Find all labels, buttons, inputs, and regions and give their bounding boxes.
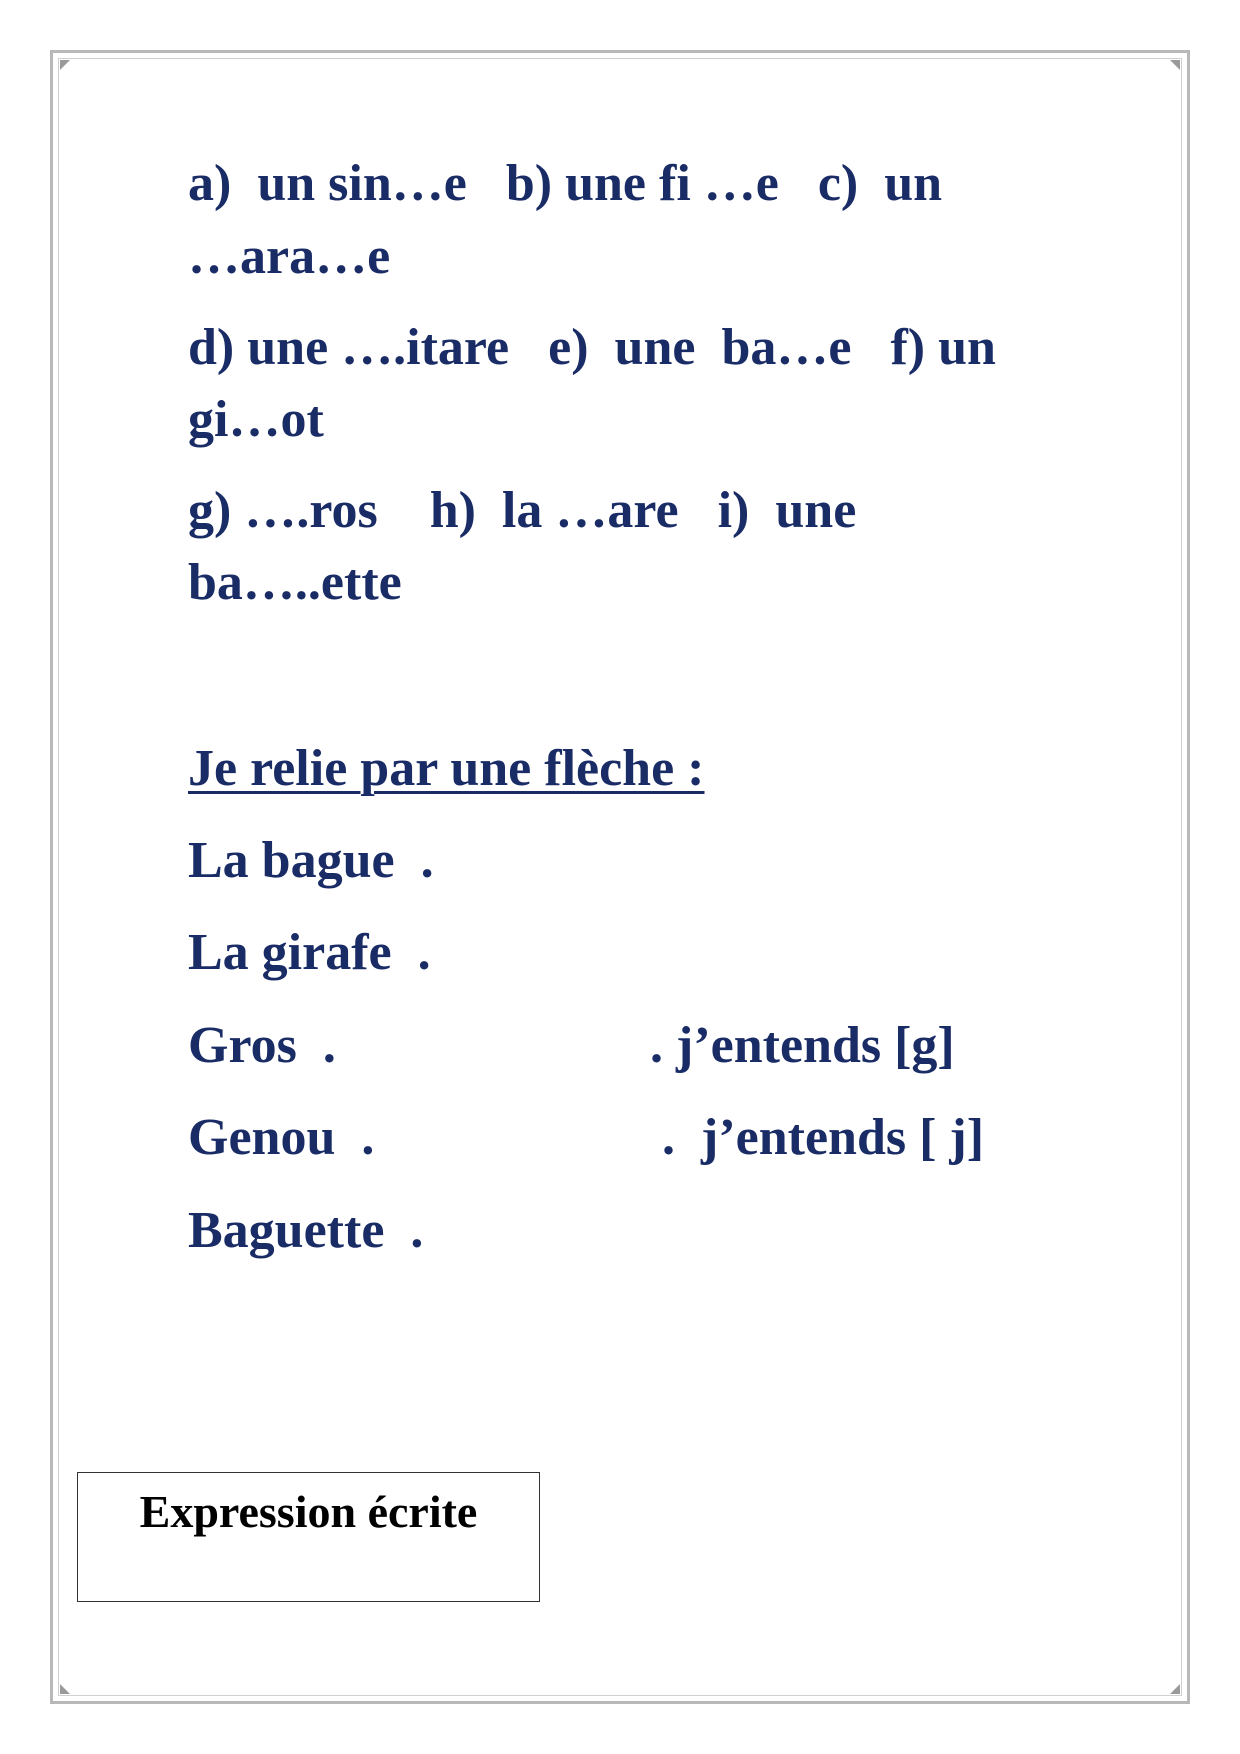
exercise-line-a-c: a) un sin…e b) une fi …e c) un bbox=[188, 155, 943, 212]
corner-ornament bbox=[60, 60, 70, 70]
exercise-line-d-f: d) une ….itare e) une ba…e f) un bbox=[188, 319, 996, 376]
match-word-genou: Genou . bbox=[188, 1109, 375, 1166]
exercise-line-c-cont: …ara…e bbox=[188, 228, 391, 285]
match-option-j: . j’entends [ j] bbox=[662, 1109, 985, 1166]
match-word-la-girafe: La girafe . bbox=[188, 924, 431, 981]
corner-ornament bbox=[60, 1684, 70, 1694]
expression-box bbox=[77, 1472, 540, 1602]
match-heading: Je relie par une flèche : bbox=[188, 740, 705, 797]
match-word-gros: Gros . bbox=[188, 1017, 336, 1074]
corner-ornament bbox=[1170, 60, 1180, 70]
match-word-la-bague: La bague . bbox=[188, 832, 434, 889]
expression-title: Expression écrite bbox=[139, 1486, 478, 1537]
exercise-line-f-cont: gi…ot bbox=[188, 391, 324, 448]
exercise-line-g-i: g) ….ros h) la …are i) une bbox=[188, 482, 857, 539]
match-word-baguette: Baguette . bbox=[188, 1202, 424, 1259]
corner-ornament bbox=[1170, 1684, 1180, 1694]
match-option-g: . j’entends [g] bbox=[650, 1017, 955, 1074]
exercise-line-i-cont: ba…..ette bbox=[188, 554, 402, 611]
